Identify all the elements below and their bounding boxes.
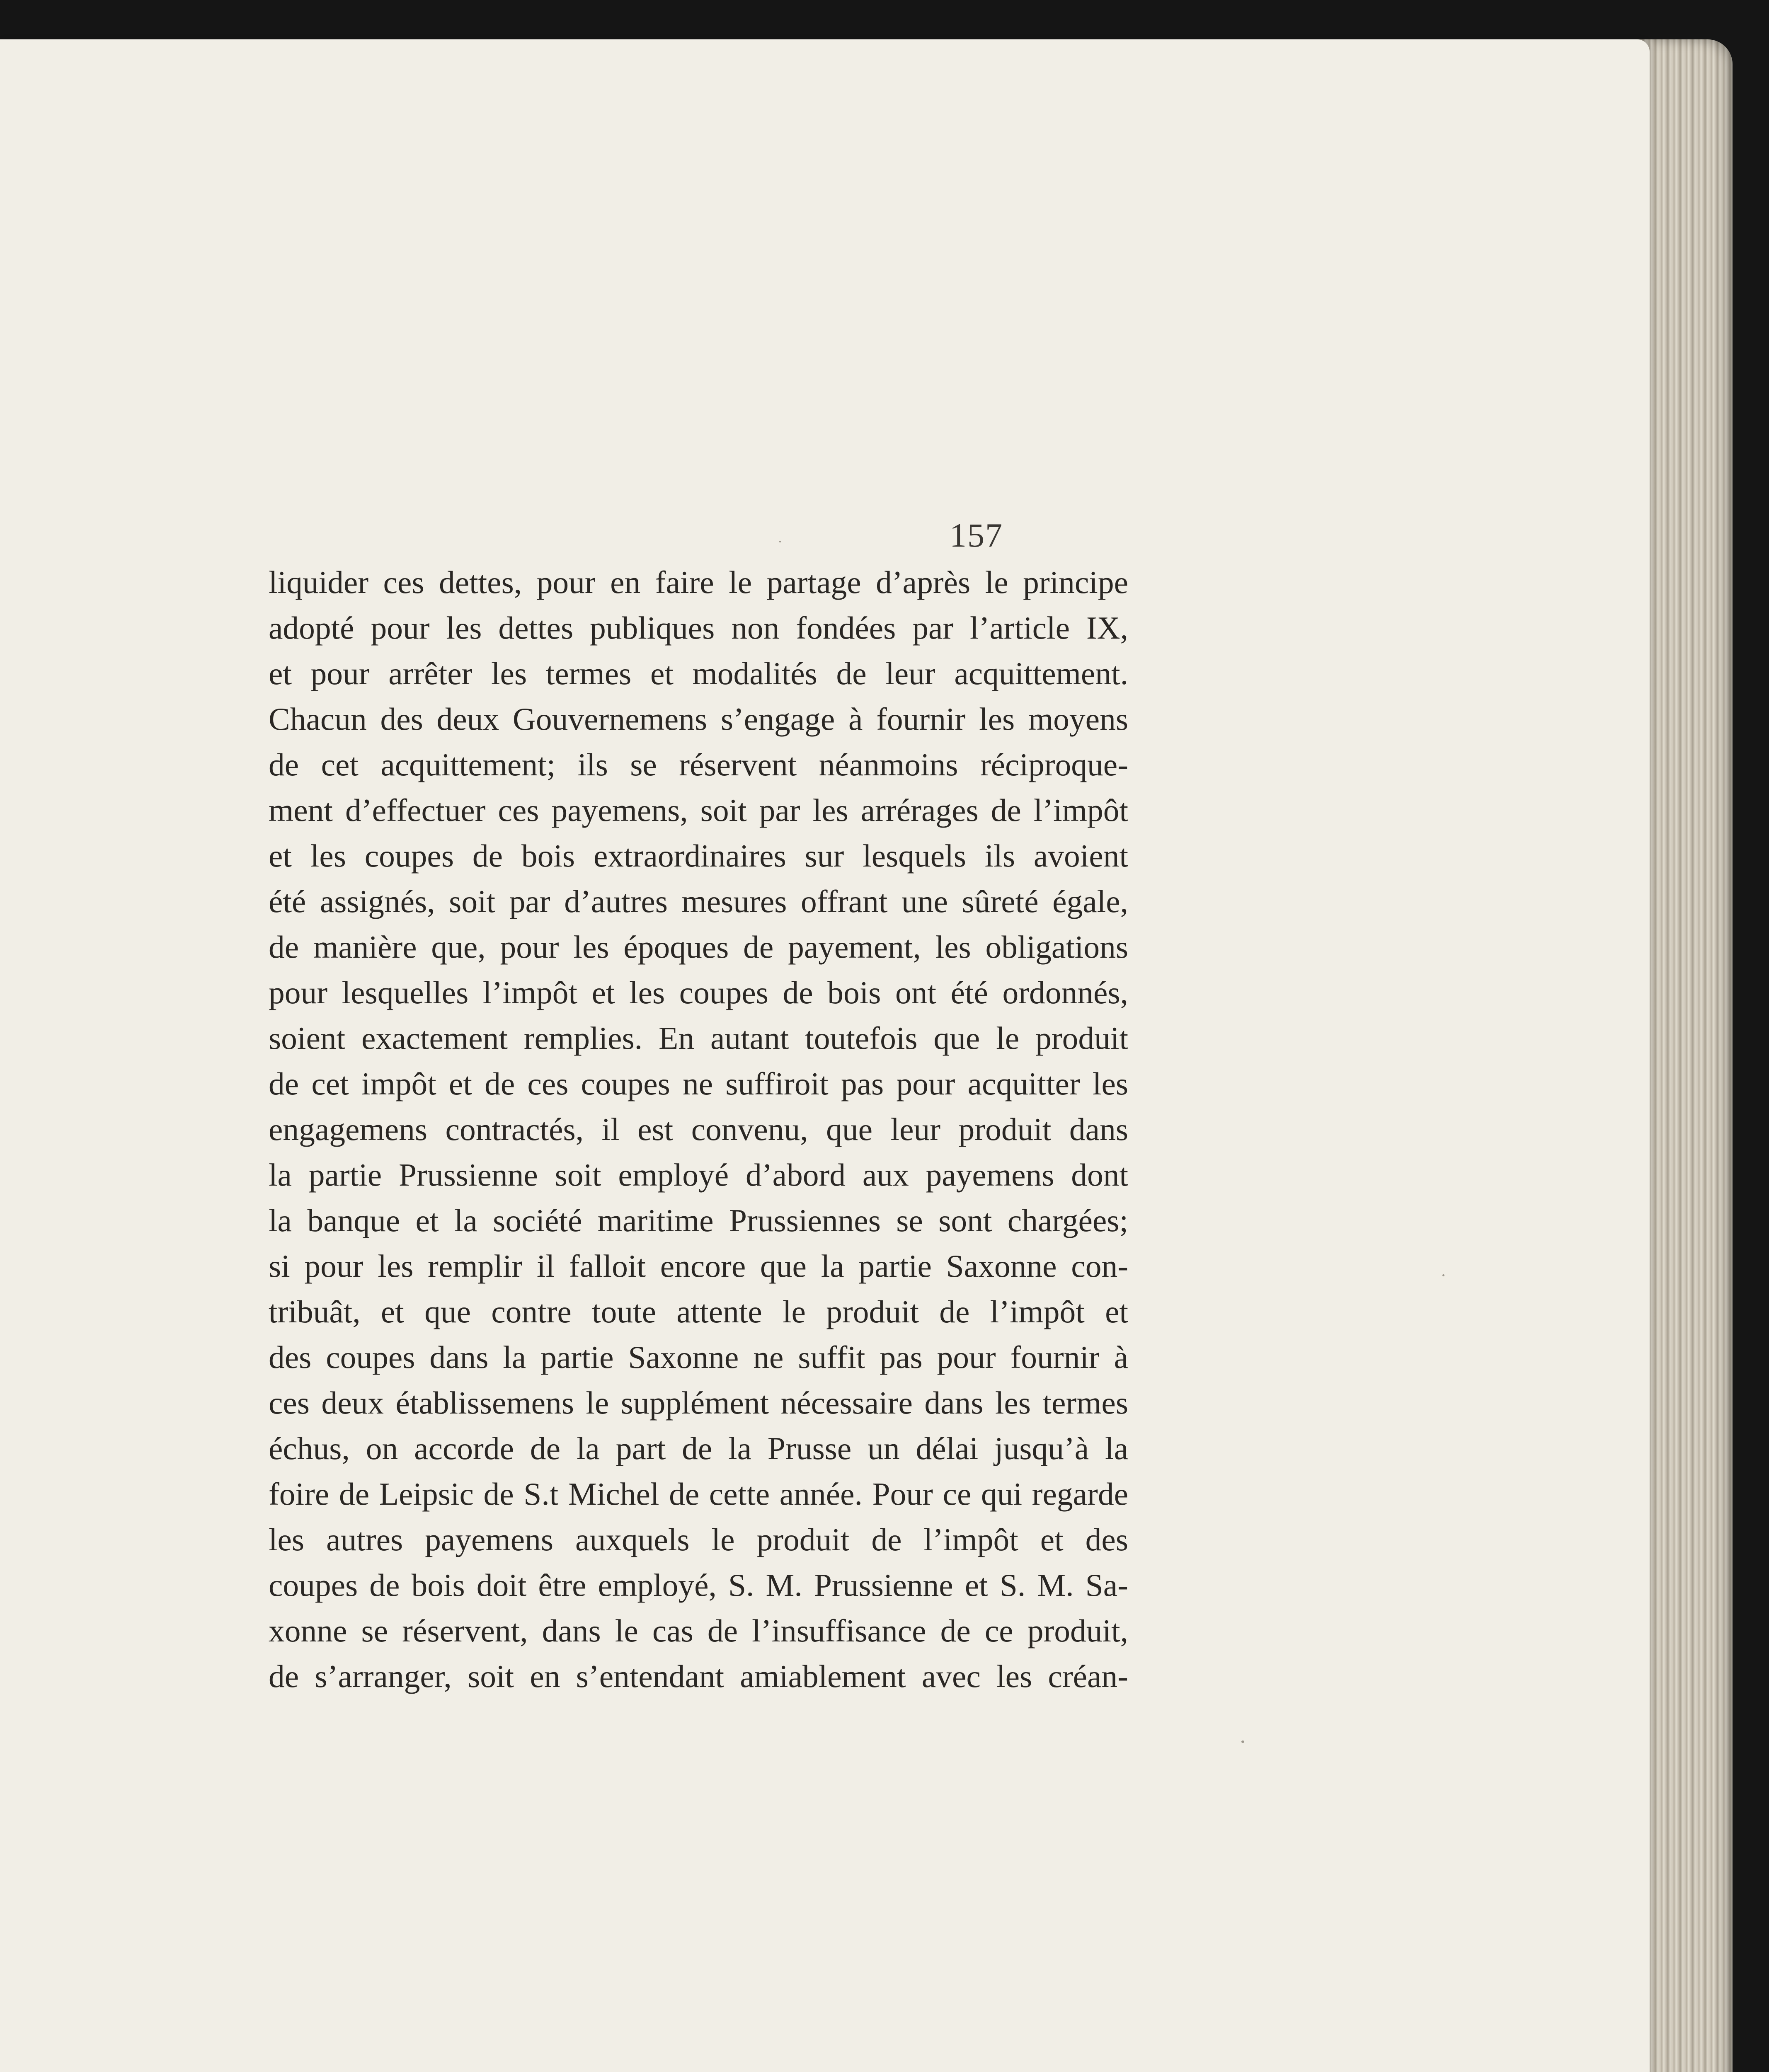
text-line: ment d’effectuer ces payemens, soit par les arrérages de l’impôt [269, 792, 1128, 828]
text-line: de cet impôt et de ces coupes ne suffiroit pas pour acquitter les [269, 1066, 1128, 1101]
text-line: adopté pour les dettes publiques non fondées par l’article IX, [269, 610, 1128, 646]
book-page [0, 39, 1650, 2072]
paper-speck [1241, 1740, 1244, 1743]
text-line: foire de Leipsic de S.t Michel de cette année. Pour ce qui regarde [269, 1476, 1128, 1512]
text-line: été assignés, soit par d’autres mesures offrant une sûreté égale, [269, 884, 1128, 919]
text-line: pour lesquelles l’impôt et les coupes de bois ont été ordonnés, [269, 975, 1128, 1010]
text-line: les autres payemens auxquels le produit de l’impôt et des [269, 1522, 1128, 1557]
text-line: tribuât, et que contre toute attente le produit de l’impôt et [269, 1294, 1128, 1329]
text-line: échus, on accorde de la part de la Prusse un délai jusqu’à la [269, 1431, 1128, 1466]
text-line: des coupes dans la partie Saxonne ne suffit pas pour fournir à [269, 1339, 1128, 1375]
body-text [269, 559, 1128, 1699]
text-line: et les coupes de bois extraordinaires sur lesquels ils avoient [269, 838, 1128, 874]
page-number: 157 [950, 516, 1003, 554]
text-line: si pour les remplir il falloit encore que la partie Saxonne con- [269, 1248, 1128, 1284]
paper-speck [1442, 1274, 1444, 1276]
text-line: liquider ces dettes, pour en faire le partage d’après le principe [269, 564, 1128, 600]
text-line: la banque et la société maritime Prussiennes se sont chargées; [269, 1203, 1128, 1238]
text-line: soient exactement remplies. En autant toutefois que le produit [269, 1020, 1128, 1056]
paper-speck [779, 541, 781, 542]
text-line: de cet acquittement; ils se réservent néanmoins réciproque- [269, 747, 1128, 782]
text-line: Chacun des deux Gouvernemens s’engage à fournir les moyens [269, 701, 1128, 737]
text-line: et pour arrêter les termes et modalités de leur acquittement. [269, 656, 1128, 691]
text-line: xonne se réservent, dans le cas de l’insuffisance de ce produit, [269, 1613, 1128, 1648]
text-line: de s’arranger, soit en s’entendant amiablement avec les créan- [269, 1658, 1128, 1694]
text-line: engagemens contractés, il est convenu, que leur produit dans [269, 1111, 1128, 1147]
text-line: coupes de bois doit être employé, S. M. Prussienne et S. M. Sa- [269, 1567, 1128, 1603]
text-line: de manière que, pour les époques de payement, les obligations [269, 929, 1128, 965]
text-line: la partie Prussienne soit employé d’abord aux payemens dont [269, 1157, 1128, 1193]
text-line: ces deux établissemens le supplément nécessaire dans les termes [269, 1385, 1128, 1421]
